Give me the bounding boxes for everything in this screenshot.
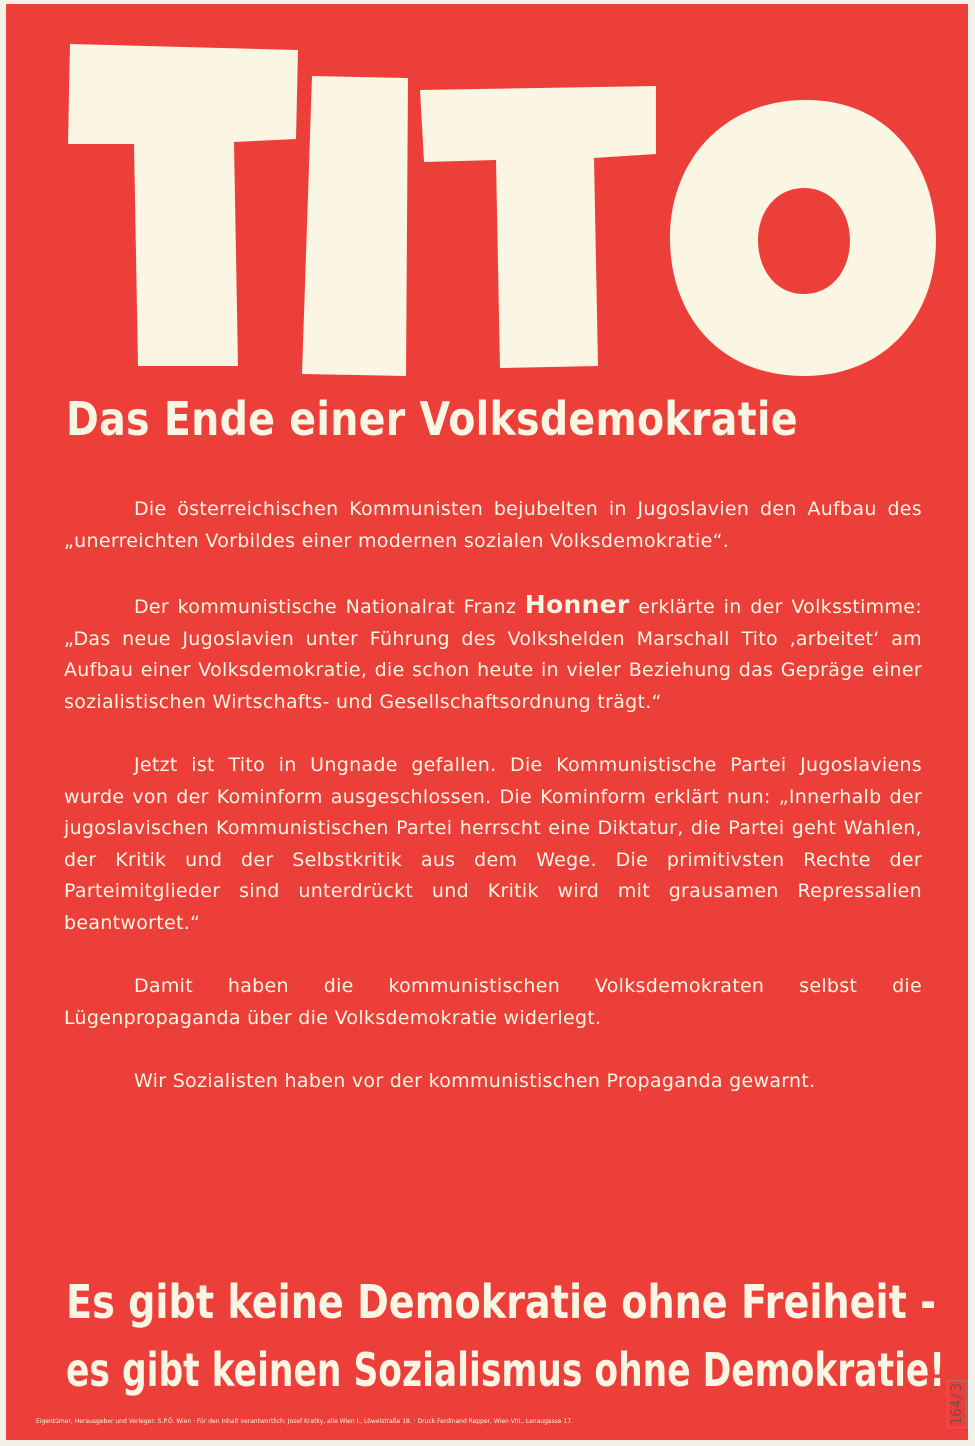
paragraph-3: Jetzt ist Tito in Ungnade gefallen. Die Kommunistische Partei Jugoslaviens wurde von der Kominform ausgeschlossen. Die Kominform erklärt nun: „Innerhalb der jugoslavischen Kommunistischen Partei herrscht eine Diktatur, die Partei geht Wahlen, der Kritik und der Selbstkritik aus dem Wege. Die primitivsten Rechte der Parteimitglieder sind unterdrückt und Kritik wird mit grausamen Repressalien beantwortet.“ [64, 754, 922, 934]
paragraph-4: Damit haben die kommunistischen Volksdemokraten selbst die Lügenpropaganda über die Volksdemokratie widerlegt. [64, 975, 922, 1029]
paragraph-2 [64, 589, 922, 718]
honner-emphasis: Honner [524, 590, 630, 619]
paragraph-2-after: erklärte in der Volksstimme: „Das neue Jugoslavien unter Führung des Volkshelden Marschall Tito ‚arbeitet‘ am Aufbau einer Volksdemokratie, die schon heute in vieler Beziehung das Gepräge einer sozialistischen Wirtschafts- und Gesellschaftsordnung trägt.“ [64, 596, 922, 713]
paragraph-5: Wir Sozialisten haben vor der kommunistischen Propaganda gewarnt. [134, 1070, 816, 1092]
slogan-line-1: Es gibt keine Demokratie ohne Freiheit - [66, 1275, 936, 1329]
paragraph-1: Die österreichischen Kommunisten bejubelten in Jugoslavien den Aufbau des „unerreichten Vorbildes einer modernen sozialen Volksdemokratie“. [64, 498, 922, 552]
title-lettering [6, 4, 968, 389]
poster-body [64, 494, 922, 1130]
archive-stamp: 164/3 [947, 1380, 967, 1428]
paragraph-2-before: Der kommunistische Nationalrat Franz [134, 596, 525, 618]
imprint: Eigentümer, Herausgeber und Verleger: S.P.Ö. Wien · Für den Inhalt verantwortlich: Josef Kratky, alle Wien I., Löwelstraße 18. · Druck Ferdinand Repper, Wien VIII., Lenaugasse 17. [36, 1418, 573, 1425]
slogan-line-2: es gibt keinen Sozialismus ohne Demokratie! [66, 1343, 946, 1397]
poster-subtitle: Das Ende einer Volksdemokratie [66, 392, 798, 446]
poster [6, 4, 968, 1440]
poster-title [6, 4, 968, 389]
